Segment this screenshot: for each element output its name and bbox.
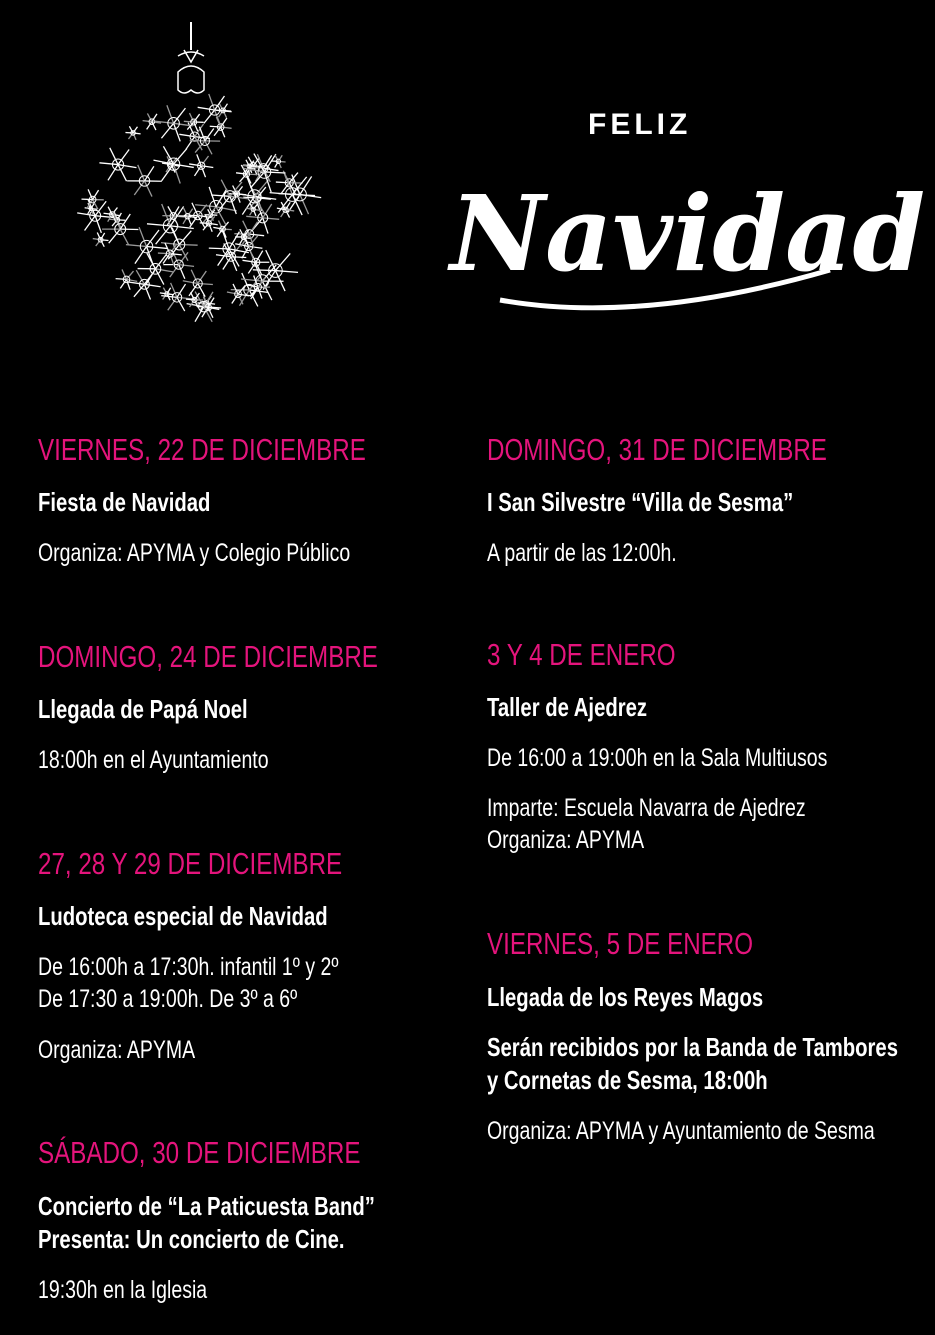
event-detail: Organiza: APYMA y Ayuntamiento de Sesma [487,1117,875,1145]
event-detail: 18:00h en el Ayuntamiento [38,746,269,774]
snowflake-icon [99,148,136,181]
snowflake-icon [210,117,232,137]
snowflake-icon [190,127,220,155]
event-detail: De 16:00h a 17:30h. infantil 1º y 2º [38,953,339,981]
event-title: I San Silvestre “Villa de Sesma” [487,487,794,517]
snowflake-icon [161,283,192,311]
snowflake-icon [153,146,193,183]
event-title: Concierto de “La Paticuesta Band” [38,1191,375,1221]
navidad-text: Navidad [450,172,926,295]
event-detail: A partir de las 12:00h. [487,539,677,567]
event-detail: Organiza: APYMA y Colegio Público [38,539,351,567]
snowflake-icon [126,227,167,266]
snowflake-icon [213,221,232,238]
event-detail: Imparte: Escuela Navarra de Ajedrez [487,794,806,822]
event-detail: De 16:00 a 19:00h en la Sala Multiusos [487,744,828,772]
event-date: DOMINGO, 24 DE DICIEMBRE [38,639,378,674]
snowflake-icon [189,154,213,177]
event-subtitle: Serán recibidos por la Banda de Tambores [487,1032,898,1062]
event-title: Llegada de Papá Noel [38,694,248,724]
event-title: Fiesta de Navidad [38,487,211,517]
snowflake-icon [93,233,109,247]
event-date: 3 Y 4 DE ENERO [487,637,676,672]
snowflake-icon [116,269,138,289]
event-detail: Organiza: APYMA [38,1036,196,1064]
snowflake-icon [127,165,162,197]
snowflake-icon [277,202,294,217]
event-subtitle: y Cornetas de Sesma, 18:00h [487,1065,768,1095]
snowflake-icon [198,94,232,126]
event-date: SÁBADO, 30 DE DICIEMBRE [38,1135,361,1170]
event-detail: De 17:30 a 19:00h. De 3º a 6º [38,985,298,1013]
event-detail: Organiza: APYMA [487,826,645,854]
event-subtitle: Presenta: Un concierto de Cine. [38,1224,345,1254]
snowflake-icon [216,243,246,270]
event-detail: 19:30h en la Iglesia [38,1276,208,1304]
event-date: DOMINGO, 31 DE DICIEMBRE [487,432,827,467]
event-date: 27, 28 Y 29 DE DICIEMBRE [38,846,343,881]
event-date: VIERNES, 22 DE DICIEMBRE [38,432,366,467]
event-title: Ludoteca especial de Navidad [38,901,328,931]
event-title: Taller de Ajedrez [487,692,648,722]
christmas-ornament-icon [60,20,340,350]
navidad-script-title [440,150,926,330]
snowflake-icon [195,187,236,225]
event-title: Llegada de los Reyes Magos [487,982,764,1012]
feliz-heading: FELIZ [588,108,692,141]
snowflake-icon [183,270,213,297]
snowflake-icon [125,126,140,140]
event-date: VIERNES, 5 DE ENERO [487,926,754,961]
